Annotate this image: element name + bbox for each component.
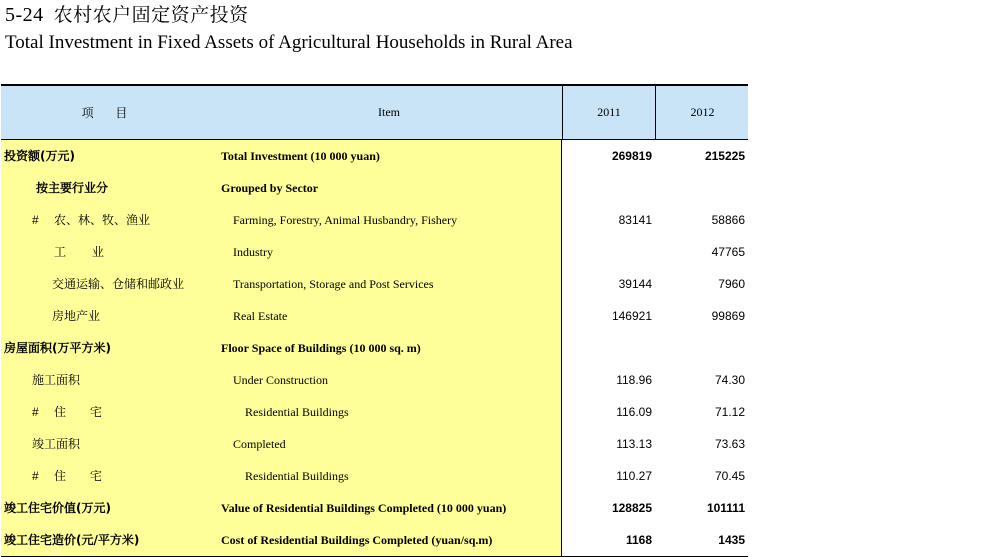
value-2012: 1435: [718, 533, 745, 547]
value-2012: 70.45: [714, 469, 745, 483]
table-header: [1, 84, 748, 140]
value-2011: 110.27: [616, 469, 652, 483]
table-row: [1, 268, 748, 300]
row-label-zh: 工 业: [54, 245, 104, 259]
row-label-zh: 房地产业: [52, 309, 101, 323]
row-label-en: Farming, Forestry, Animal Husbandry, Fishery: [233, 213, 458, 227]
row-label-en: Value of Residential Buildings Completed (10 000 yuan): [221, 501, 507, 515]
investment-table: [1, 84, 748, 556]
value-2012: 99869: [711, 309, 745, 323]
row-label-en: Residential Buildings: [245, 405, 349, 419]
table-row: [1, 300, 748, 332]
row-label-zh: 投资额(万元): [4, 149, 75, 163]
value-2012: 101111: [706, 501, 745, 515]
row-label-zh: 住 宅: [54, 469, 102, 483]
value-2012: 47765: [711, 245, 745, 259]
row-label-zh: 交通运输、仓储和邮政业: [52, 277, 185, 291]
value-2011: 1168: [625, 533, 652, 547]
row-label-en: Residential Buildings: [245, 469, 349, 483]
row-label-en: Transportation, Storage and Post Services: [233, 277, 434, 291]
row-label-en: Grouped by Sector: [221, 181, 319, 195]
row-label-en: Under Construction: [233, 373, 328, 387]
table-number: 5-24: [5, 4, 44, 26]
header-item-zh: 项 目: [81, 106, 137, 120]
table-title-en: Total Investment in Fixed Assets of Agricultural Households in Rural Area: [5, 32, 573, 53]
row-label-en: Cost of Residential Buildings Completed (yuan/sq.m): [221, 533, 493, 547]
row-label-en: Completed: [233, 437, 286, 451]
subitem-mark: #: [32, 469, 39, 483]
value-2012: 71.12: [714, 405, 745, 419]
table-row: [1, 140, 748, 172]
value-2012: 215225: [704, 149, 745, 163]
table-body: [1, 140, 748, 556]
table-row: [1, 428, 748, 460]
value-2012: 58866: [711, 213, 745, 227]
value-2012: 73.63: [714, 437, 745, 451]
table-title-zh-text: 农村农户固定资产投资: [53, 4, 249, 26]
value-2011: 113.13: [616, 437, 652, 451]
table-title-zh: [5, 2, 249, 28]
value-2011: 118.96: [616, 373, 652, 387]
row-label-zh: 住 宅: [54, 405, 102, 419]
header-year-2012: 2012: [655, 86, 749, 139]
value-2011: 269819: [611, 149, 652, 163]
value-2011: 83141: [618, 213, 652, 227]
table-row: [1, 524, 748, 556]
table-row: [1, 364, 748, 396]
row-label-zh: 竣工住宅造价(元/平方米): [4, 533, 140, 547]
row-label-en: Industry: [233, 245, 273, 259]
table-row: [1, 172, 748, 204]
table-row: [1, 236, 748, 268]
row-label-en: Total Investment (10 000 yuan): [221, 149, 380, 163]
value-2011: 128825: [611, 501, 652, 515]
table-row: [1, 460, 748, 492]
row-label-zh: 农、林、牧、渔业: [54, 213, 151, 227]
row-label-en: Floor Space of Buildings (10 000 sq. m): [221, 341, 421, 355]
value-2011: 39144: [618, 277, 652, 291]
header-item-en: Item: [378, 105, 400, 119]
table-row: [1, 332, 748, 364]
subitem-mark: #: [32, 405, 39, 419]
value-2011: 116.09: [616, 405, 652, 419]
header-year-2011: 2011: [562, 86, 655, 139]
row-label-zh: 竣工面积: [32, 437, 81, 451]
row-label-zh: 竣工住宅价值(万元): [4, 501, 111, 515]
table-row: [1, 396, 748, 428]
row-label-en: Real Estate: [233, 309, 288, 323]
subitem-mark: #: [32, 213, 39, 227]
value-2012: 7960: [718, 277, 745, 291]
row-label-zh: 房屋面积(万平方米): [4, 341, 111, 355]
table-row: [1, 492, 748, 524]
row-label-zh: 施工面积: [32, 373, 81, 387]
row-label-zh: 按主要行业分: [36, 181, 109, 195]
value-2012: 74.30: [714, 373, 745, 387]
value-2011: 146921: [611, 309, 652, 323]
table-row: [1, 204, 748, 236]
